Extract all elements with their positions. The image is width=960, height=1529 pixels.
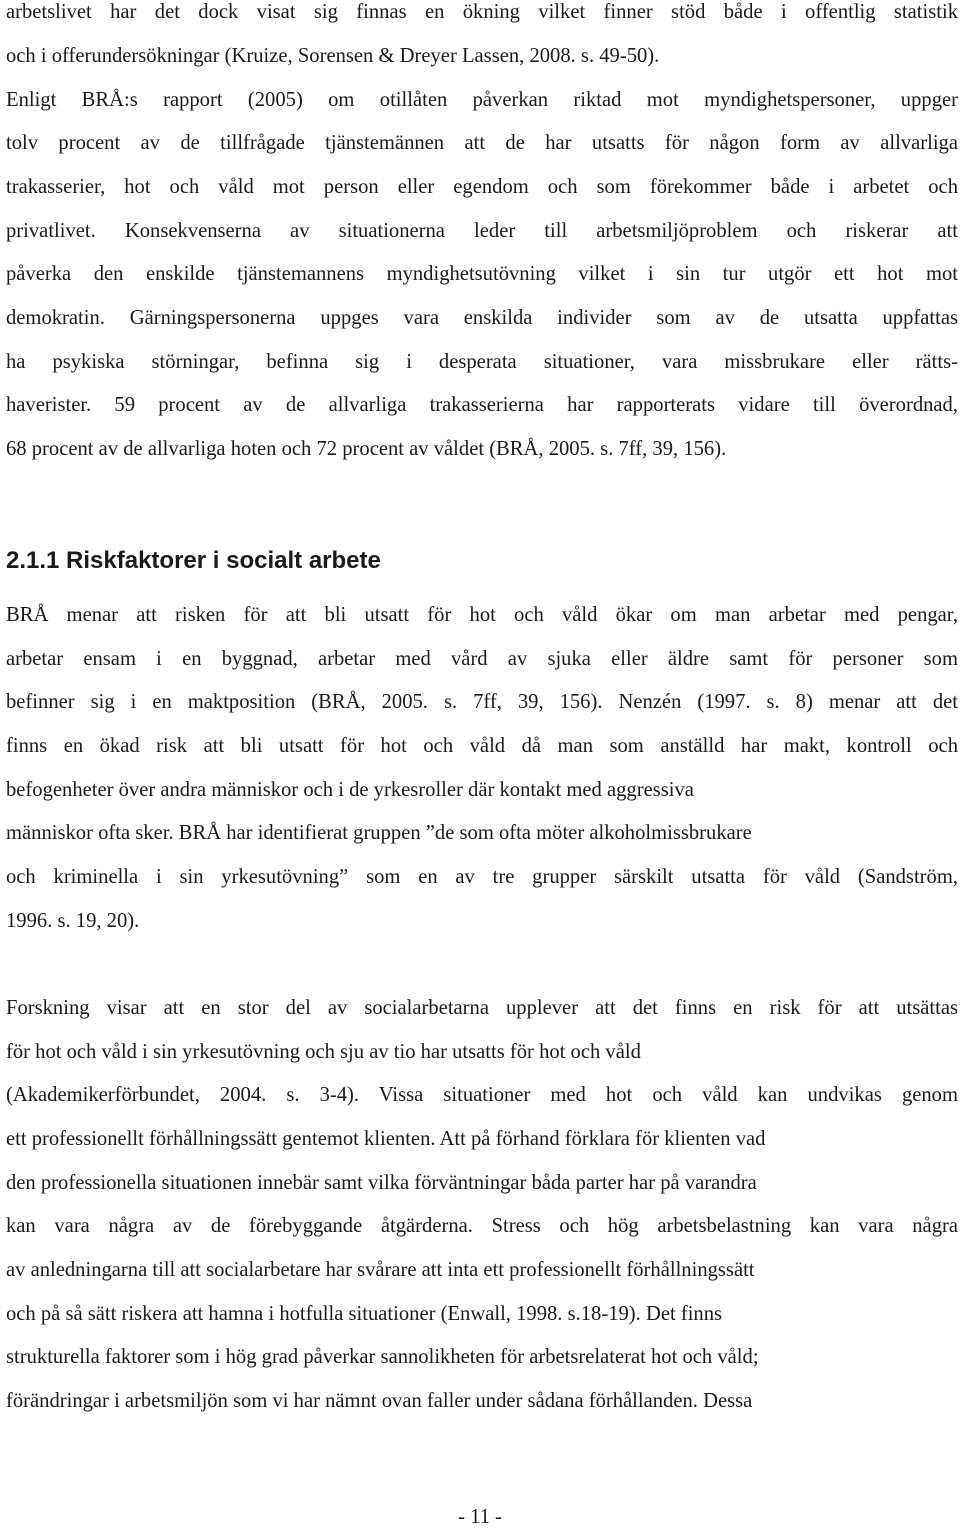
text-line: och i offerundersökningar (Kruize, Sorensen & Dreyer Lassen, 2008. s. 49-50). [6,45,660,67]
text-line: finns en ökad risk att bli utsatt för hot och våld då man som anställd har makt, kontroll och [6,735,958,757]
text-line: påverka den enskilde tjänstemannens myndighetsutövning vilket i sin tur utgör ett hot mot [6,263,958,285]
page-number: - 11 - [458,1506,502,1528]
text-line: trakasserier, hot och våld mot person eller egendom och som förekommer både i arbetet och [6,176,958,198]
text-line: befinner sig i en maktposition (BRÅ, 2005. s. 7ff, 39, 156). Nenzén (1997. s. 8) menar att det [6,691,958,713]
text-line: ha psykiska störningar, befinna sig i desperata situationer, vara missbrukare eller rätts- [6,351,958,373]
text-line: ett professionellt förhållningssätt gentemot klienten. Att på förhand förklara för klienten vad [6,1128,766,1150]
text-line: för hot och våld i sin yrkesutövning och sju av tio har utsatts för hot och våld [6,1041,641,1063]
text-line: Forskning visar att en stor del av socialarbetarna upplever att det finns en risk för att utsättas [6,997,958,1019]
text-line: av anledningarna till att socialarbetare har svårare att inta ett professionellt förhållningssätt [6,1259,755,1281]
text-line: 68 procent av de allvarliga hoten och 72 procent av våldet (BRÅ, 2005. s. 7ff, 39, 156). [6,438,727,460]
text-line: tolv procent av de tillfrågade tjänstemännen att de har utsatts för någon form av allvarliga [6,132,958,154]
text-line: människor ofta sker. BRÅ har identifierat gruppen ”de som ofta möter alkoholmissbrukare [6,822,752,844]
text-line: och kriminella i sin yrkesutövning” som en av tre grupper särskilt utsatta för våld (Sandström, [6,866,958,888]
text-line: strukturella faktorer som i hög grad påverkar sannolikheten för arbetsrelaterat hot och våld; [6,1346,759,1368]
text-line: 1996. s. 19, 20). [6,910,140,932]
text-line: förändringar i arbetsmiljön som vi har nämnt ovan faller under sådana förhållanden. Dessa [6,1390,753,1412]
text-line: befogenheter över andra människor och i de yrkesroller där kontakt med aggressiva [6,779,694,801]
text-line: Enligt BRÅ:s rapport (2005) om otillåten påverkan riktad mot myndighetspersoner, uppger [6,89,958,111]
text-line: den professionella situationen innebär samt vilka förväntningar båda parter har på varandra [6,1172,757,1194]
text-line: BRÅ menar att risken för att bli utsatt för hot och våld ökar om man arbetar med pengar, [6,604,958,626]
text-line: demokratin. Gärningspersonerna uppges vara enskilda individer som av de utsatta uppfattas [6,307,958,329]
text-line: kan vara några av de förebyggande åtgärderna. Stress och hög arbetsbelastning kan vara några [6,1215,958,1237]
section-heading: 2.1.1 Riskfaktorer i socialt arbete [6,547,381,574]
text-line: (Akademikerförbundet, 2004. s. 3-4). Vissa situationer med hot och våld kan undvikas genom [6,1084,958,1106]
text-line: privatlivet. Konsekvenserna av situationerna leder till arbetsmiljöproblem och riskerar att [6,220,958,242]
text-line: arbetslivet har det dock visat sig finnas en ökning vilket finner stöd både i offentlig statistik [6,1,958,23]
text-line: och på så sätt riskera att hamna i hotfulla situationer (Enwall, 1998. s.18-19). Det finns [6,1303,723,1325]
text-line: arbetar ensam i en byggnad, arbetar med vård av sjuka eller äldre samt för personer som [6,648,958,670]
text-line: haverister. 59 procent av de allvarliga trakasserierna har rapporterats vidare till överordnad, [6,394,958,416]
